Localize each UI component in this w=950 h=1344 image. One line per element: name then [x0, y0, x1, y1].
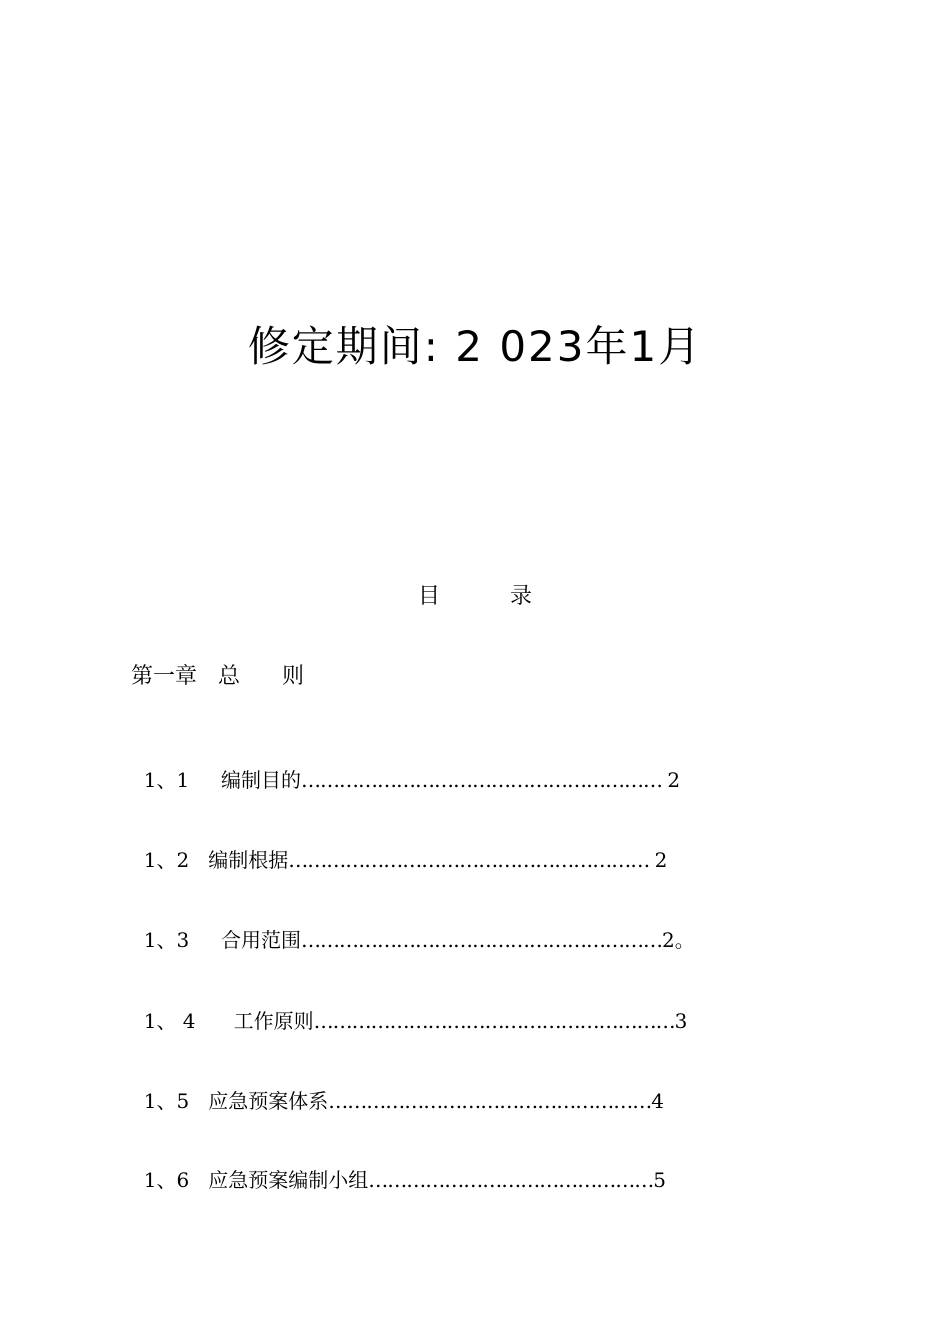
toc-entry-page: 4 [651, 1089, 664, 1113]
toc-entry-leader: ……………………………………… [368, 1168, 654, 1192]
toc-entry-leader: ………………………………………………… [300, 768, 668, 792]
toc-entry-page: 3 [674, 1009, 688, 1033]
toc-entry-number: 1、3 [143, 928, 221, 952]
toc-entry-number: 1、2 [143, 848, 209, 872]
toc-entry[interactable] [131, 744, 680, 792]
toc-entry-leader: ………………………………………………… [313, 1009, 675, 1033]
toc-entry-title: 工作原则 [233, 1009, 314, 1033]
toc-entry[interactable] [131, 904, 695, 952]
toc-entry-title: 应急预案编制小组 [208, 1168, 369, 1192]
toc-entry-leader: ………………………………………………… [300, 928, 662, 952]
toc-entry-leader: …………………………………………… [328, 1089, 652, 1113]
toc-entry-page: 5 [653, 1168, 666, 1192]
toc-entry-number: 1、6 [143, 1168, 209, 1192]
toc-entry-number: 1、5 [143, 1089, 209, 1113]
toc-entry-number: 1、1 [143, 768, 221, 792]
toc-entry[interactable] [131, 1065, 664, 1113]
toc-entry-page: 2。 [661, 928, 695, 952]
toc-entry-page: 2 [667, 768, 681, 792]
toc-entry[interactable] [131, 985, 687, 1033]
toc-entry-leader: ………………………………………………… [288, 848, 655, 872]
toc-entry[interactable] [131, 824, 667, 872]
toc-chapter-title: 第一章 总 则 [131, 664, 304, 689]
toc-entry-title: 应急预案体系 [208, 1089, 329, 1113]
toc-entry-number: 1、 4 [143, 1009, 234, 1033]
toc-entry-title: 合用范围 [220, 928, 301, 952]
toc-heading: 目 录 [418, 584, 532, 609]
revision-date: 修定期间: 2 023年1月 [247, 322, 703, 371]
toc-entry-page: 2 [654, 848, 668, 872]
toc-entry[interactable] [131, 1144, 666, 1192]
toc-entry-title: 编制目的 [220, 768, 301, 792]
toc-entry-title: 编制根据 [208, 848, 289, 872]
